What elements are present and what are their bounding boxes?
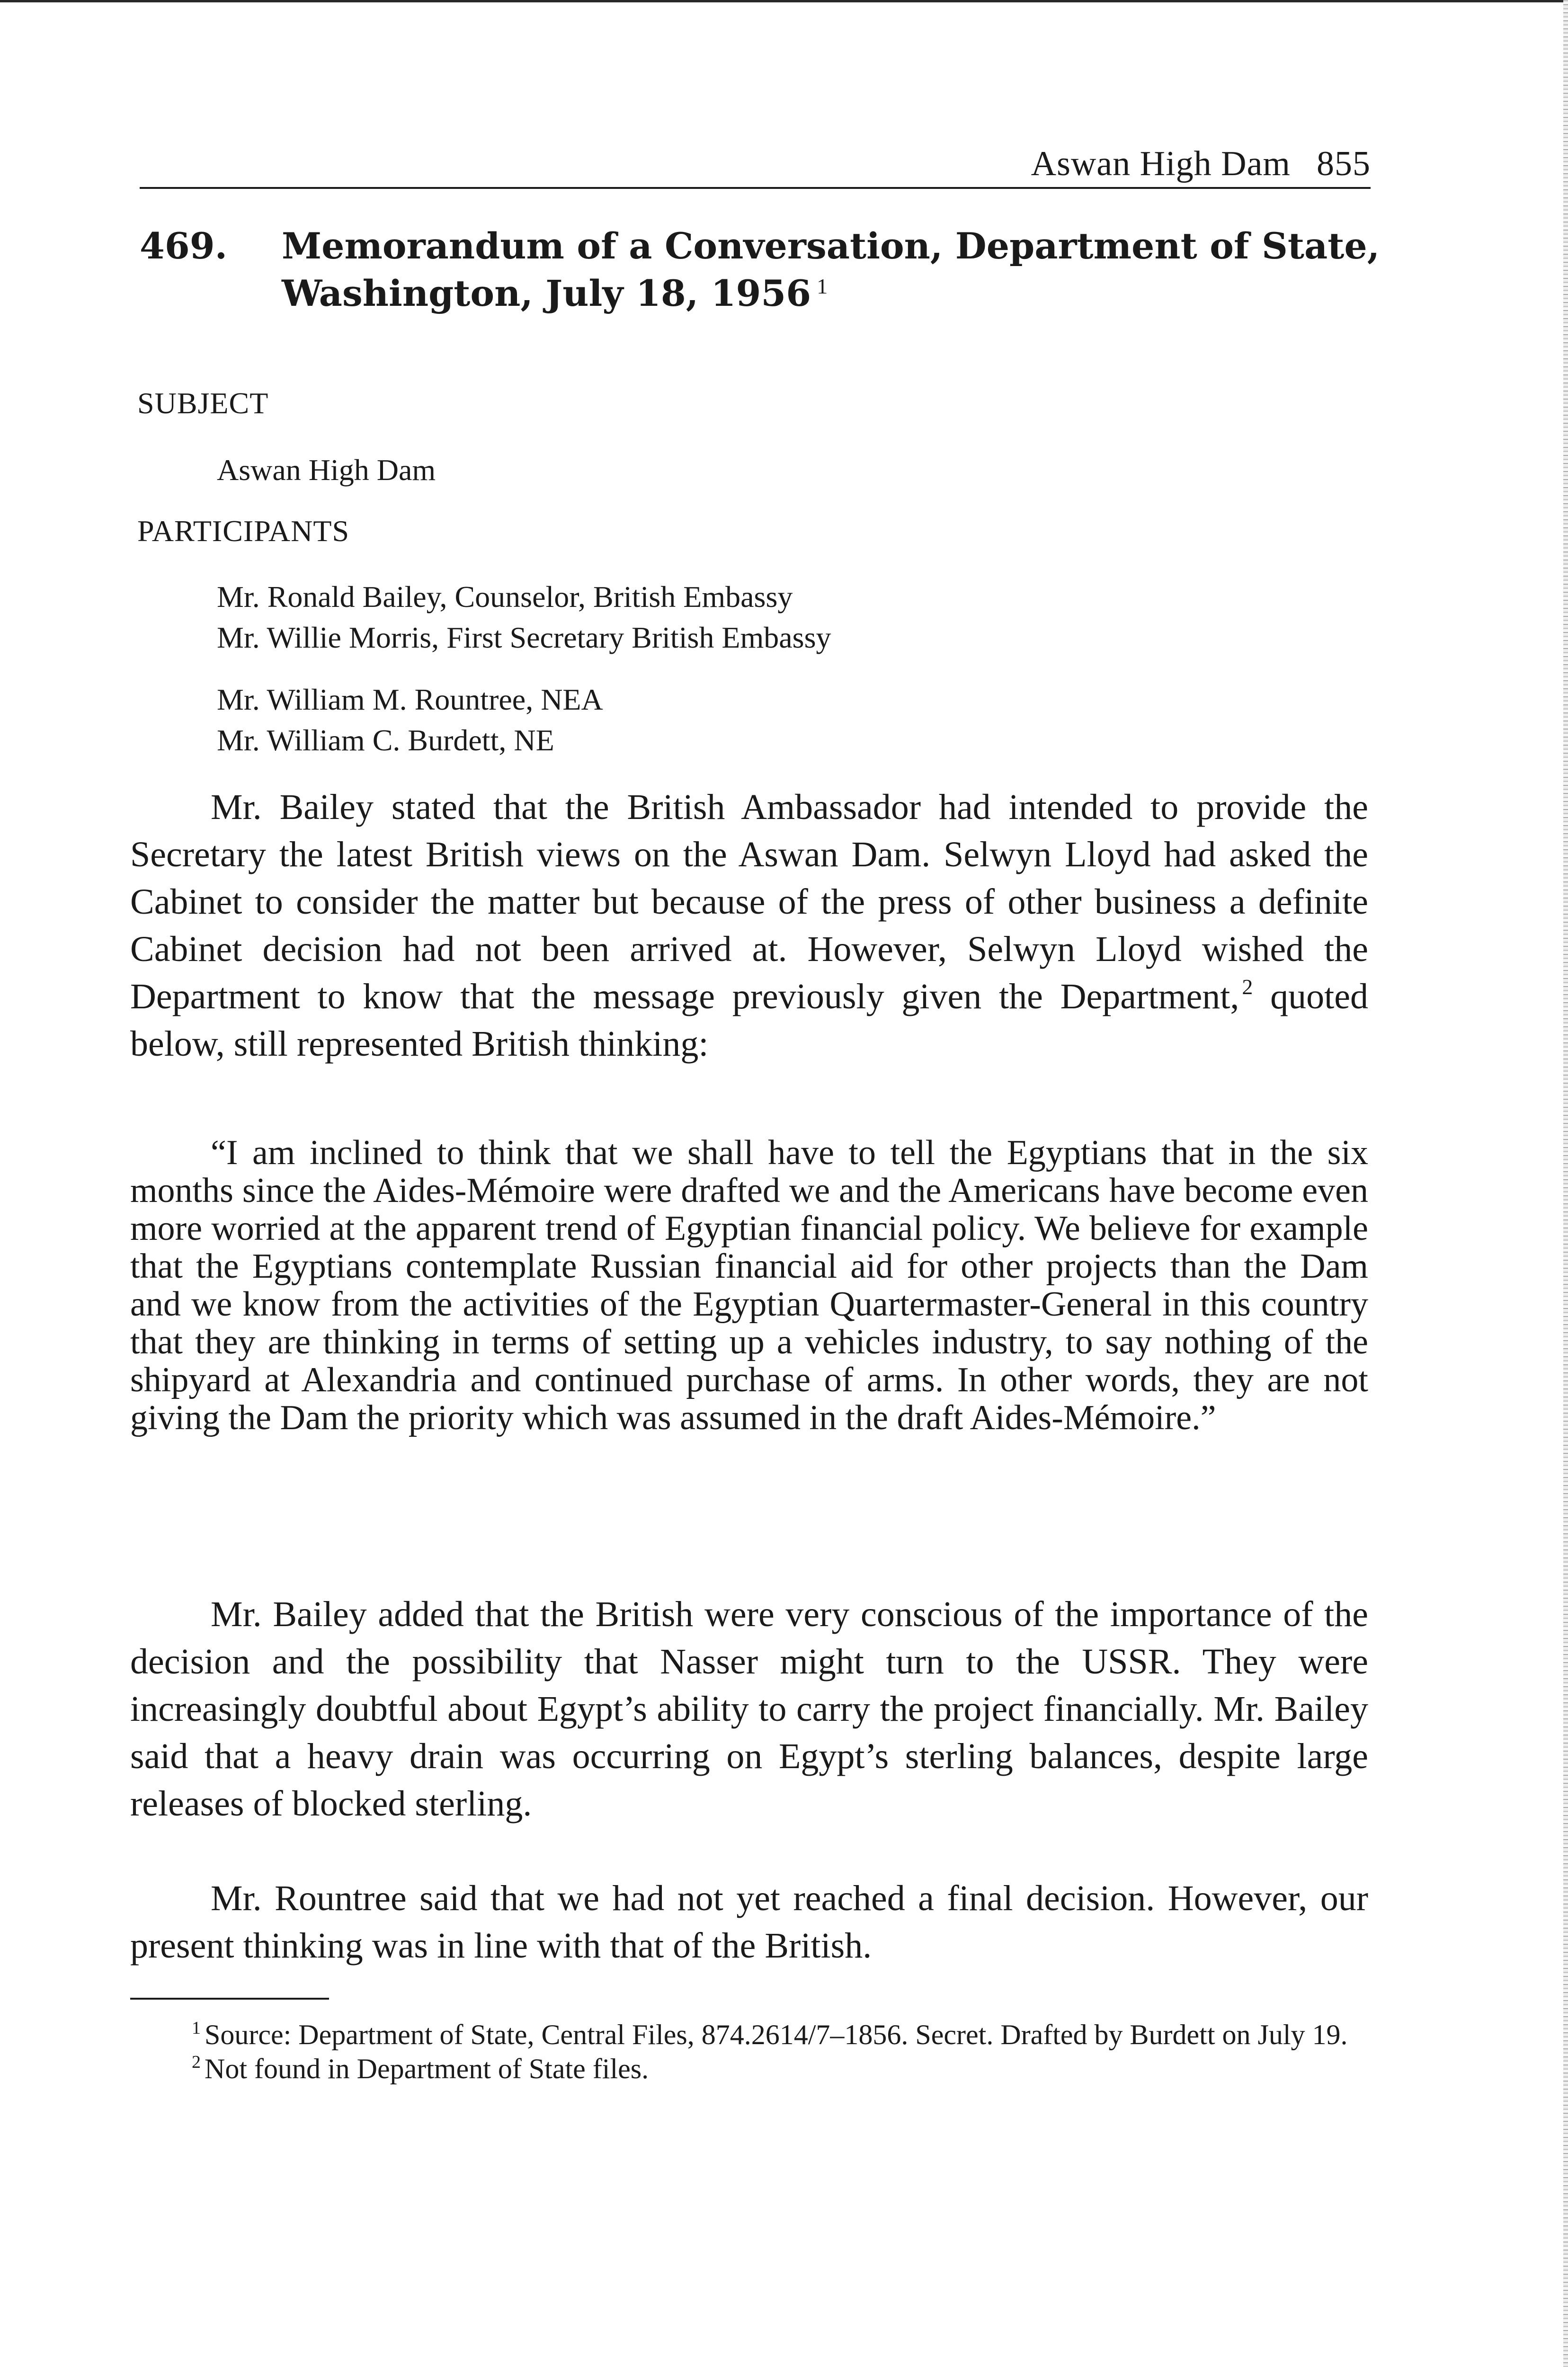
participant: Mr. Ronald Bailey, Counselor, British Embassy [217,580,793,614]
footnote-2 [130,2052,1366,2086]
participant: Mr. William C. Burdett, NE [217,723,554,757]
subject-value: Aswan High Dam [217,453,436,487]
subject-label: SUBJECT [137,386,269,420]
participant: Mr. Willie Morris, First Secretary British Embassy [217,621,831,654]
footnote-marker: 2 [192,2052,201,2072]
participants-label: PARTICIPANTS [137,514,350,548]
page-number: 855 [1317,144,1371,183]
body-paragraph-3 [130,1875,1368,1969]
document-title-text: Memorandum of a Conversation, Department of State, Washington, July 18, 1956 [282,225,1380,314]
scan-top-rule [0,0,1568,2]
footnote-ref-1: 1 [817,274,828,298]
document-number: 469. [140,225,228,267]
participants-american [217,679,1353,761]
participant: Mr. William M. Rountree, NEA [217,683,603,716]
scan-page-edge [1563,0,1568,2367]
running-title-text: Aswan High Dam [1031,144,1291,183]
paragraph-text: Mr. Rountree said that we had not yet reached a final decision. However, our present thinking was in line with that of the British. [130,1878,1368,1966]
quote-text: “I am inclined to think that we shall have to tell the Egyptians that in the six months since the Aides-Mémoire were drafted we and the Americans have become even more worried at the apparent trend of Egyptian financial policy. We believe for example that the Egyptians contemplate Russian financial aid for other projects than the Dam and we know from the activities of the Egyptian Quartermaster-General in this country that they are thinking in terms of setting up a vehicles industry, to say nothing of the shipyard at Alexandria and continued purchase of arms. In other words, they are not giving the Dam the priority which was assumed in the draft Aides-Mémoire.” [130,1133,1368,1437]
footnote-text: Source: Department of State, Central Files, 874.2614/7–1856. Secret. Drafted by Burdett on July 19. [205,2019,1348,2050]
footnote-ref-2: 2 [1242,975,1253,999]
paragraph-text: quoted below, still represented British thinking: [130,977,1369,1064]
participants-british [217,577,1353,658]
page-header [140,142,1371,189]
paragraph-text: Mr. Bailey added that the British were very conscious of the importance of the decision and the possibility that Nasser might turn to the USSR. They were increasingly doubtful about Egypt’s ability to carry the project financially. Mr. Bailey said that a heavy drain was occurring on Egypt’s sterling balances, despite large releases of blocked sterling. [130,1594,1368,1824]
footnotes [130,2018,1366,2086]
running-title [1031,144,1371,184]
footnote-1 [130,2018,1366,2052]
footnote-divider [130,1998,329,2000]
document-title [282,222,1380,317]
footnote-text: Not found in Department of State files. [205,2053,649,2084]
footnote-marker: 1 [192,2018,201,2038]
paragraph-text: Mr. Bailey stated that the British Ambassador had intended to provide the Secretary the latest British views on the Aswan Dam. Selwyn Lloyd had asked the Cabinet to consider the matter but because of the press of other business a definite Cabinet decision had not been arrived at. However, Selwyn Lloyd wished the Department to know that the message previously given the Department, [130,787,1368,1016]
body-paragraph-2 [130,1591,1368,1827]
quoted-message [130,1134,1368,1437]
body-paragraph-1 [130,783,1368,1068]
